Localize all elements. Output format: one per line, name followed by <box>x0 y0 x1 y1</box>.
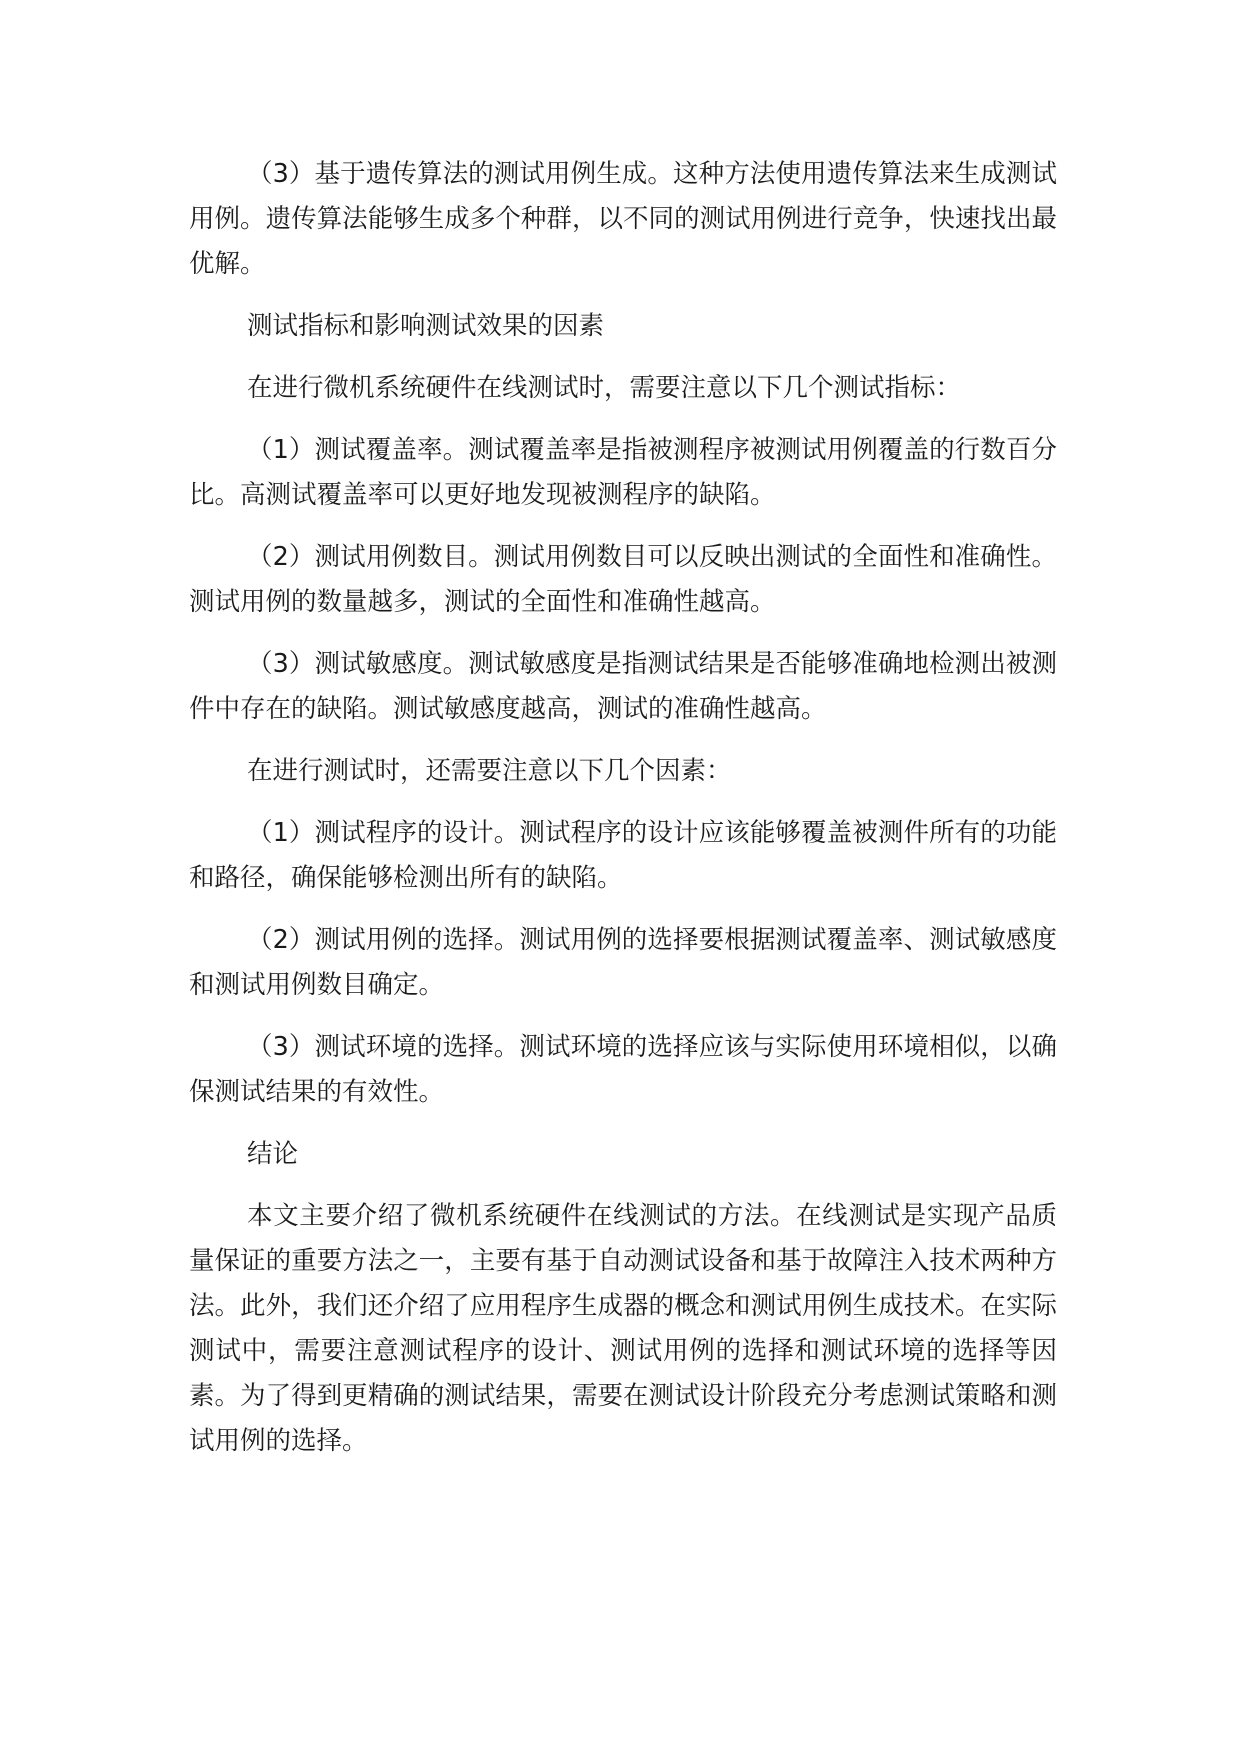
document-body <box>189 152 1057 1481</box>
paragraph-sensitivity: （3）测试敏感度。测试敏感度是指测试结果是否能够准确地检测出被测件中存在的缺陷。测试敏感度越高，测试的准确性越高。 <box>189 649 1057 724</box>
paragraph-conclusion: 本文主要介绍了微机系统硬件在线测试的方法。在线测试是实现产品质量保证的重要方法之一，主要有基于自动测试设备和基于故障注入技术两种方法。此外，我们还介绍了应用程序生成器的概念和测试用例生成技术。在实际测试中，需要注意测试程序的设计、测试用例的选择和测试环境的选择等因素。为了得到更精确的测试结果，需要在测试设计阶段充分考虑测试策略和测试用例的选择。 <box>189 1201 1057 1456</box>
paragraph-environment-selection: （3）测试环境的选择。测试环境的选择应该与实际使用环境相似，以确保测试结果的有效性。 <box>189 1032 1057 1107</box>
section-heading-test-metrics: 测试指标和影响测试效果的因素 <box>247 311 605 341</box>
paragraph-coverage: （1）测试覆盖率。测试覆盖率是指被测程序被测试用例覆盖的行数百分比。高测试覆盖率可以更好地发现被测程序的缺陷。 <box>189 435 1057 510</box>
paragraph-genetic-algorithm: （3）基于遗传算法的测试用例生成。这种方法使用遗传算法来生成测试用例。遗传算法能够生成多个种群，以不同的测试用例进行竞争，快速找出最优解。 <box>189 159 1057 279</box>
paragraph-factors-intro: 在进行测试时，还需要注意以下几个因素： <box>247 756 732 786</box>
paragraph-test-case-count: （2）测试用例数目。测试用例数目可以反映出测试的全面性和准确性。测试用例的数量越多，测试的全面性和准确性越高。 <box>189 542 1057 617</box>
section-heading-conclusion: 结论 <box>247 1139 299 1169</box>
paragraph-program-design: （1）测试程序的设计。测试程序的设计应该能够覆盖被测件所有的功能和路径，确保能够检测出所有的缺陷。 <box>189 818 1057 893</box>
paragraph-test-case-selection: （2）测试用例的选择。测试用例的选择要根据测试覆盖率、测试敏感度和测试用例数目确定。 <box>189 925 1057 1000</box>
paragraph-metrics-intro: 在进行微机系统硬件在线测试时，需要注意以下几个测试指标： <box>247 373 962 403</box>
